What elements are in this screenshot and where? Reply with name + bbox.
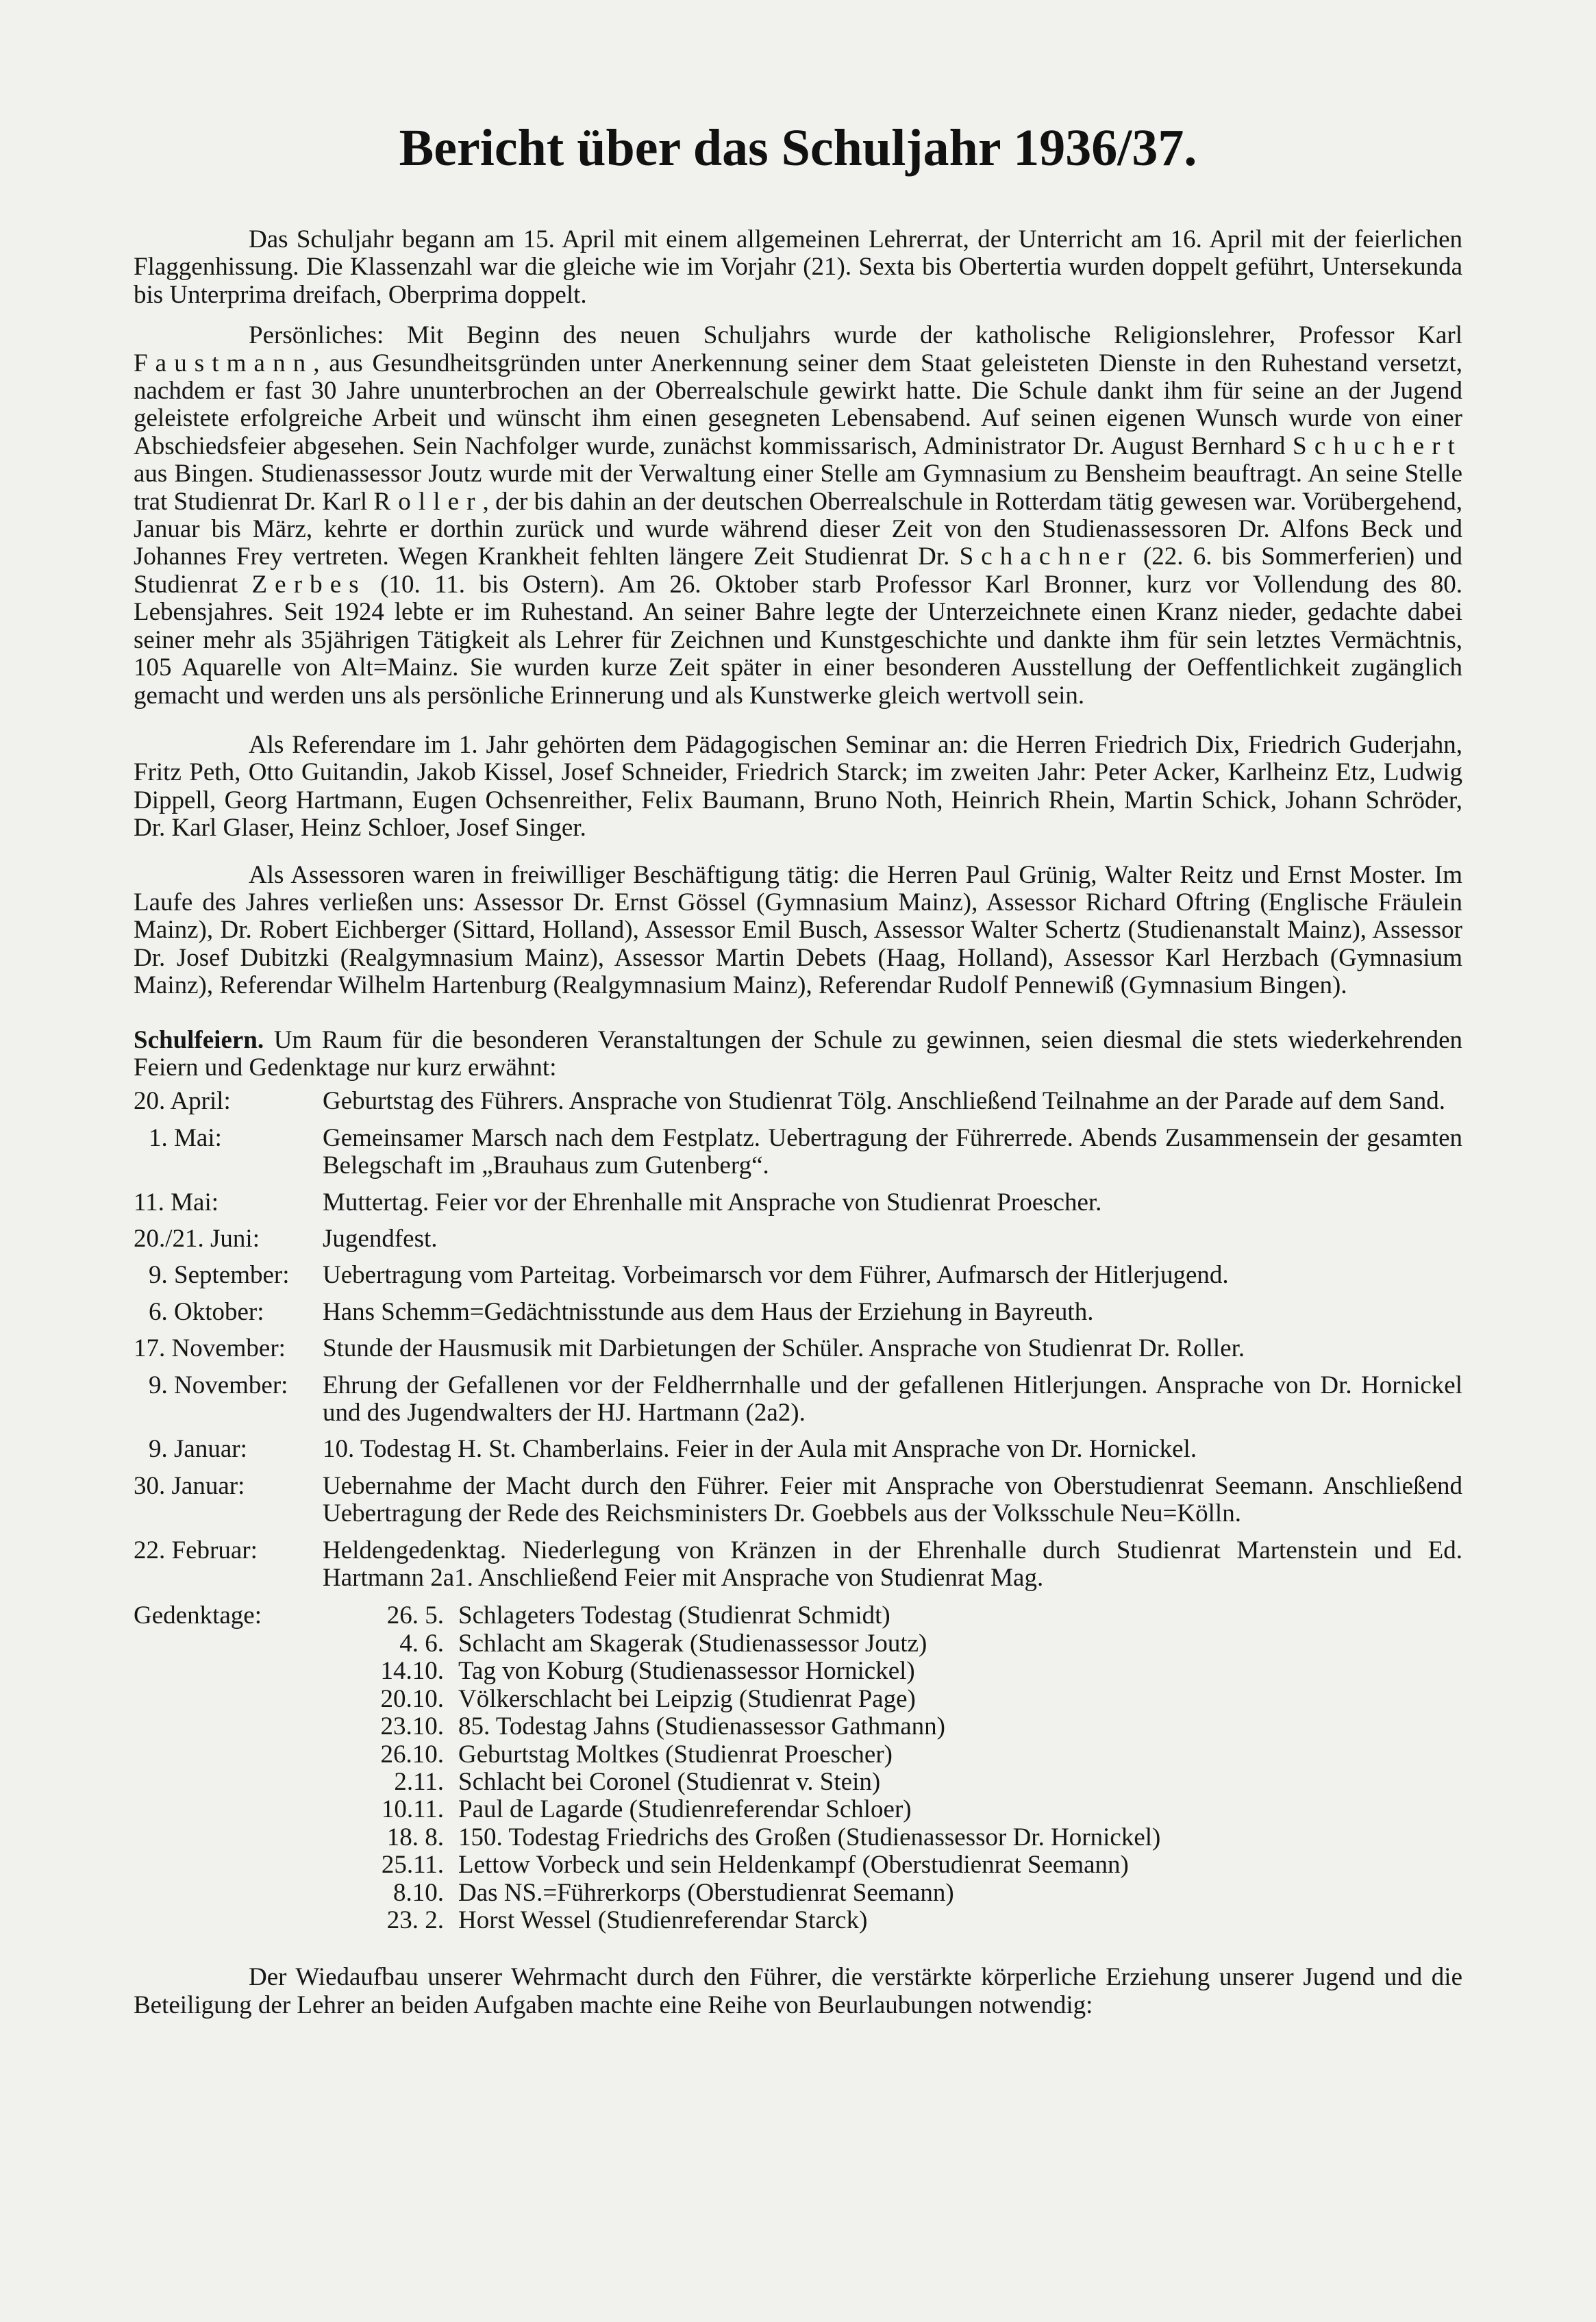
memorial-day-description: 150. Todestag Friedrichs des Großen (Studienassessor Dr. Hornickel) [458,1823,1161,1851]
assessoren-paragraph: Als Assessoren waren in freiwilliger Beschäftigung tätig: die Herren Paul Grünig, Walter Reitz und Ernst Moster. Im Laufe des Jahres verließen uns: Assessor Dr. Ernst Gössel (Gymnasium Mainz), Assessor Richard Oftring (Englische Fräulein Mainz), Dr. Robert Eichberger (Sittard, Holland), Assessor Emil Busch, Assessor Walter Schertz (Studienanstalt Mainz), Assessor Dr. Josef Dubitzki (Realgymnasium Mainz), Assessor Martin Debets (Haag, Holland), Assessor Karl Herzbach (Gymnasium Mainz), Referendar Wilhelm Hartenburg (Realgymnasium Mainz), Referendar Rudolf Pennewiß (Gymnasium Bingen). [134,860,1462,1000]
memorial-day-date: 23. 2. [386,1906,444,1934]
event-date: 9. November: [149,1371,288,1399]
event-date: 11. Mai: [134,1188,219,1216]
memorial-days-section [134,1602,1462,1934]
personal-paragraph [134,322,1462,710]
event-description: Gemeinsamer Marsch nach dem Festplatz. Uebertragung der Führerrede. Abends Zusammensein der gesamten Belegschaft im „Brauhaus zum Gutenberg“. [323,1123,1462,1180]
memorial-day-row [323,1824,1462,1851]
event-row [134,1088,1462,1115]
memorial-day-row [323,1796,1462,1823]
memorial-day-description: Völkerschlacht bei Leipzig (Studienrat Page) [458,1684,916,1713]
event-row [134,1189,1462,1216]
memorial-day-description: Lettow Vorbeck und sein Heldenkampf (Oberstudienrat Seemann) [458,1851,1129,1880]
event-description: Muttertag. Feier vor der Ehrenhalle mit Ansprache von Studienrat Proescher. [323,1188,1102,1216]
memorial-day-row [323,1851,1462,1879]
event-description: 10. Todestag H. St. Chamberlains. Feier in der Aula mit Ansprache von Dr. Hornickel. [323,1435,1197,1464]
event-date: 22. Februar: [134,1536,258,1564]
event-row [134,1262,1462,1289]
memorial-day-description: Schlacht bei Coronel (Studienrat v. Stein) [458,1767,881,1796]
spaced-name-faustmann: Faustmann [134,349,314,377]
memorial-day-date: 26.10. [380,1740,444,1769]
event-row [134,1299,1462,1326]
personal-text: Persönliches: Mit Beginn des neuen Schuljahrs wurde der katholische Religionslehrer, Professor Karl [249,321,1462,350]
event-row [134,1335,1462,1362]
memorial-day-row [323,1741,1462,1769]
event-description: Jugendfest. [323,1225,438,1253]
memorial-day-date: 4. 6. [399,1629,444,1658]
document-page [134,115,1462,2019]
events-list [134,1088,1462,1592]
event-description: Heldengedenktag. Niederlegung von Kränzen in der Ehrenhalle durch Studienrat Martenstein und Ed. Hartmann 2a1. Anschließend Feier mit Ansprache von Studienrat Mag. [323,1536,1462,1593]
memorial-day-date: 14.10. [380,1657,444,1686]
memorial-day-description: Das NS.=Führerkorps (Oberstudienrat Seemann) [458,1878,954,1907]
memorial-day-description: Schlacht am Skagerak (Studienassessor Joutz) [458,1629,927,1658]
event-date: 30. Januar: [134,1471,245,1500]
memorial-day-date: 2.11. [394,1767,444,1796]
memorial-day-date: 8.10. [393,1878,444,1907]
personal-text: (22. 6. bis Sommerferien) und Studienrat [134,542,1462,599]
personal-text: aus Bingen. Studienassessor Joutz wurde mit der Verwaltung einer Stelle am Gymnasium zu Bensheim beauftragt. An seine Stelle trat Studienrat Dr. Karl [134,460,1462,516]
event-row [134,1473,1462,1528]
event-date: 20./21. Juni: [134,1225,260,1253]
event-description: Uebertragung vom Parteitag. Vorbeimarsch vor dem Führer, Aufmarsch der Hitlerjugend. [323,1261,1229,1290]
spaced-name-schachner: Schachner [959,542,1134,571]
event-row [134,1372,1462,1427]
closing-paragraph: Der Wiedaufbau unserer Wehrmacht durch den Führer, die verstärkte körperliche Erziehung unserer Jugend und die Beteiligung der Lehrer an beiden Aufgaben machte eine Reihe von Beurlaubungen notwendig: [134,1963,1462,2019]
event-date: 9. September: [149,1261,290,1290]
personal-text: (10. 11. bis Ostern). Am 26. Oktober starb Professor Karl Bronner, kurz vor Vollendung des 80. Lebensjahres. Seit 1924 lebte er im Ruhestand. An seiner Bahre legte der Unterzeichnete einen Kranz nieder, gedachte dabei seiner mehr als 35jährigen Tätigkeit als Lehrer für Zeichnen und Kunstgeschichte und dankte ihm für sein letztes Vermächtnis, 105 Aquarelle von Alt=Mainz. Sie wurden kurze Zeit später in einer besonderen Ausstellung der Oeffentlichkeit zugänglich gemacht und werden uns als persönliche Erinnerung und als Kunstwerke gleich wertvoll sein. [134,570,1462,710]
event-date: 1. Mai: [149,1123,222,1152]
schulfeiern-heading: Schulfeiern. [134,1025,264,1054]
personal-text: , der bis dahin an der deutschen Oberrealschule in Rotterdam tätig gewesen war. Vorübergehend, Januar bis März, kehrte er dorthin zurück und wurde während dieser Zeit von den Studienassessoren Dr. Alfons Beck und Johannes Frey vertreten. Wegen Krankheit fehlten längere Zeit Studienrat Dr. [134,487,1462,571]
memorial-days-list [323,1602,1462,1934]
event-date: 20. April: [134,1087,231,1116]
event-row [134,1537,1462,1593]
event-description: Stunde der Hausmusik mit Darbietungen der Schüler. Ansprache von Studienrat Dr. Roller. [323,1334,1245,1363]
memorial-day-description: Geburtstag Moltkes (Studienrat Proescher) [458,1740,893,1769]
memorial-day-row [323,1630,1462,1658]
event-description: Geburtstag des Führers. Ansprache von Studienrat Tölg. Anschließend Teilnahme an der Parade auf dem Sand. [323,1087,1446,1116]
event-row [134,1125,1462,1180]
memorial-day-description: Horst Wessel (Studienreferendar Starck) [458,1906,868,1934]
memorial-day-description: Paul de Lagarde (Studienreferendar Schloer) [458,1795,912,1824]
spaced-name-schuchert: Schuchert [1293,432,1462,460]
memorial-day-row [323,1658,1462,1685]
personal-text: , aus Gesundheitsgründen unter Anerkennung seiner dem Staat geleisteten Dienste in den Ruhestand versetzt, nachdem er fast 30 Jahre ununterbrochen an der Oberrealschule gewirkt hatte. Die Schule dankt ihm für seine an der Jugend geleistete erfolgreiche Arbeit und wünscht ihm einen gesegneten Lebensabend. Auf seinen eigenen Wunsch wurde von einer Abschiedsfeier abgesehen. Sein Nachfolger wurde, zunächst kommissarisch, Administrator Dr. August Bernhard [134,349,1462,460]
schulfeiern-intro: Um Raum für die besonderen Veranstaltungen der Schule zu gewinnen, seien diesmal die stets wiederkehrenden Feiern und Gedenktage nur kurz erwähnt: [134,1025,1462,1082]
memorial-day-row [323,1686,1462,1713]
memorial-day-description: Tag von Koburg (Studienassessor Hornickel) [458,1657,915,1686]
memorial-day-date: 20.10. [380,1684,444,1713]
memorial-day-row [323,1769,1462,1796]
memorial-day-row [323,1713,1462,1740]
memorial-day-date: 10.11. [381,1795,444,1824]
event-date: 17. November: [134,1334,286,1363]
event-row [134,1225,1462,1253]
event-date: 9. Januar: [149,1435,247,1464]
event-description: Ehrung der Gefallenen vor der Feldherrnhalle und der gefallenen Hitlerjungen. Ansprache von Dr. Hornickel und des Jugendwalters der HJ. Hartmann (2a2). [323,1371,1462,1427]
spaced-name-roller: Roller [373,487,483,516]
event-description: Uebernahme der Macht durch den Führer. Feier mit Ansprache von Oberstudienrat Seemann. Anschließend Uebertragung der Rede des Reichsministers Dr. Goebbels aus der Volksschule Neu=Kölln. [323,1471,1462,1528]
memorial-day-date: 18. 8. [386,1823,444,1851]
memorial-day-date: 26. 5. [386,1601,444,1630]
memorial-day-row [323,1602,1462,1630]
schulfeiern-paragraph [134,1027,1462,1082]
referendare-paragraph: Als Referendare im 1. Jahr gehörten dem Pädagogischen Seminar an: die Herren Friedrich Dix, Friedrich Guderjahn, Fritz Peth, Otto Guitandin, Jakob Kissel, Josef Schneider, Friedrich Starck; im zweiten Jahr: Peter Acker, Karlheinz Etz, Ludwig Dippell, Georg Hartmann, Eugen Ochsenreither, Felix Baumann, Bruno Noth, Heinrich Rhein, Martin Schick, Johann Schröder, Dr. Karl Glaser, Heinz Schloer, Josef Singer. [134,730,1462,842]
event-row [134,1436,1462,1463]
memorial-day-description: 85. Todestag Jahns (Studienassessor Gathmann) [458,1712,945,1741]
event-date: 6. Oktober: [149,1297,264,1326]
memorial-day-description: Schlageters Todestag (Studienrat Schmidt) [458,1601,890,1630]
spaced-name-zerbes: Zerbes [251,570,366,599]
event-description: Hans Schemm=Gedächtnisstunde aus dem Haus der Erziehung in Bayreuth. [323,1297,1094,1326]
memorial-days-label: Gedenktage: [134,1601,262,1630]
report-title: Bericht über das Schuljahr 1936/37. [399,119,1197,177]
memorial-day-date: 25.11. [381,1851,444,1880]
memorial-day-row [323,1907,1462,1934]
memorial-day-date: 23.10. [380,1712,444,1741]
memorial-day-row [323,1880,1462,1907]
intro-paragraph: Das Schuljahr begann am 15. April mit einem allgemeinen Lehrerrat, der Unterricht am 16. April mit der feierlichen Flaggenhissung. Die Klassenzahl war die gleiche wie im Vorjahr (21). Sexta bis Obertertia wurden doppelt geführt, Untersekunda bis Unterprima dreifach, Oberprima doppelt. [134,225,1462,309]
